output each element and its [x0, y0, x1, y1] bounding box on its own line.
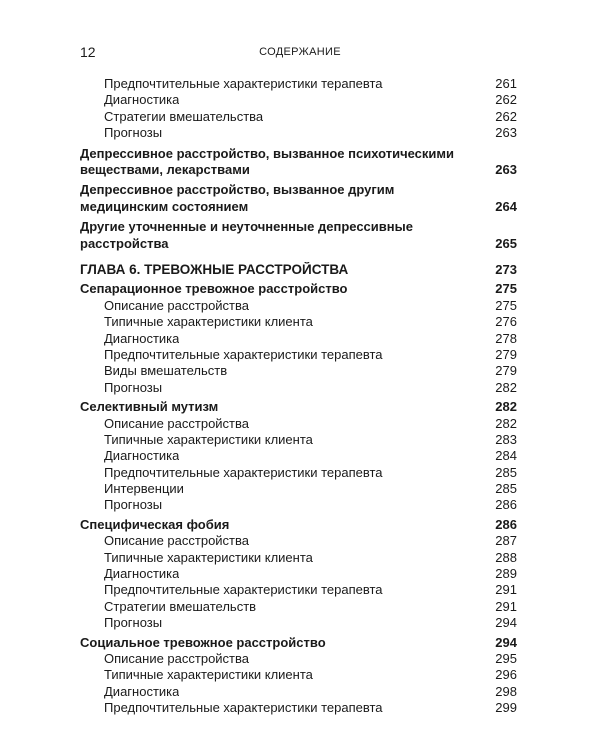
toc-entry: Предпочтительные характеристики терапевта 285 — [104, 464, 517, 480]
toc-entry: Предпочтительные характеристики терапевта 261 — [104, 75, 517, 91]
toc-section: Селективный мутизм 282 — [80, 399, 517, 415]
toc-entry: Диагностика 289 — [104, 566, 517, 582]
toc-entry: Описание расстройства 287 — [104, 533, 517, 549]
toc-section: Сепарационное тревожное расстройство 275 — [80, 281, 517, 297]
toc-entry: Типичные характеристики клиента 283 — [104, 431, 517, 447]
toc-section: Специфическая фобия 286 — [80, 516, 517, 532]
toc-entry: Типичные характеристики клиента 276 — [104, 314, 517, 330]
toc-entry: Диагностика 262 — [104, 92, 517, 108]
toc-entry: Предпочтительные характеристики терапевта 299 — [104, 700, 517, 716]
toc-entry: Описание расстройства 275 — [104, 297, 517, 313]
toc-entry: Описание расстройства 282 — [104, 415, 517, 431]
toc-entry: Стратегии вмешательства 262 — [104, 108, 517, 124]
toc-section: Другие уточненные и неуточненные депрессивные расстройства 265 — [80, 219, 517, 251]
toc-entry: Стратегии вмешательств 291 — [104, 598, 517, 614]
toc-entry: Прогнозы 263 — [104, 125, 517, 141]
toc-entry: Диагностика 278 — [104, 330, 517, 346]
toc-entry: Предпочтительные характеристики терапевта 279 — [104, 346, 517, 362]
toc-section: Депрессивное расстройство, вызванное другим медицинским состоянием 264 — [80, 182, 517, 214]
toc-entry: Предпочтительные характеристики терапевта 291 — [104, 582, 517, 598]
running-title: СОДЕРЖАНИЕ — [259, 46, 341, 58]
toc-entry: Типичные характеристики клиента 288 — [104, 549, 517, 565]
toc-entry: Интервенции 285 — [104, 481, 517, 497]
page-number: 12 — [80, 44, 96, 60]
toc-entry: Прогнозы 286 — [104, 497, 517, 513]
toc-entry: Прогнозы 282 — [104, 379, 517, 395]
toc-chapter: ГЛАВА 6. ТРЕВОЖНЫЕ РАССТРОЙСТВА 273 — [80, 261, 517, 277]
toc-section: Социальное тревожное расстройство 294 — [80, 634, 517, 650]
toc-entry: Виды вмешательств 279 — [104, 363, 517, 379]
toc-entry: Диагностика 298 — [104, 683, 517, 699]
toc-entry: Прогнозы 294 — [104, 615, 517, 631]
toc-entry: Описание расстройства 295 — [104, 650, 517, 666]
table-of-contents — [80, 76, 517, 717]
toc-entry: Диагностика 284 — [104, 448, 517, 464]
toc-section: Депрессивное расстройство, вызванное психотическими веществами, лекарствами 263 — [80, 145, 517, 177]
page-header — [0, 44, 600, 64]
toc-entry: Типичные характеристики клиента 296 — [104, 667, 517, 683]
